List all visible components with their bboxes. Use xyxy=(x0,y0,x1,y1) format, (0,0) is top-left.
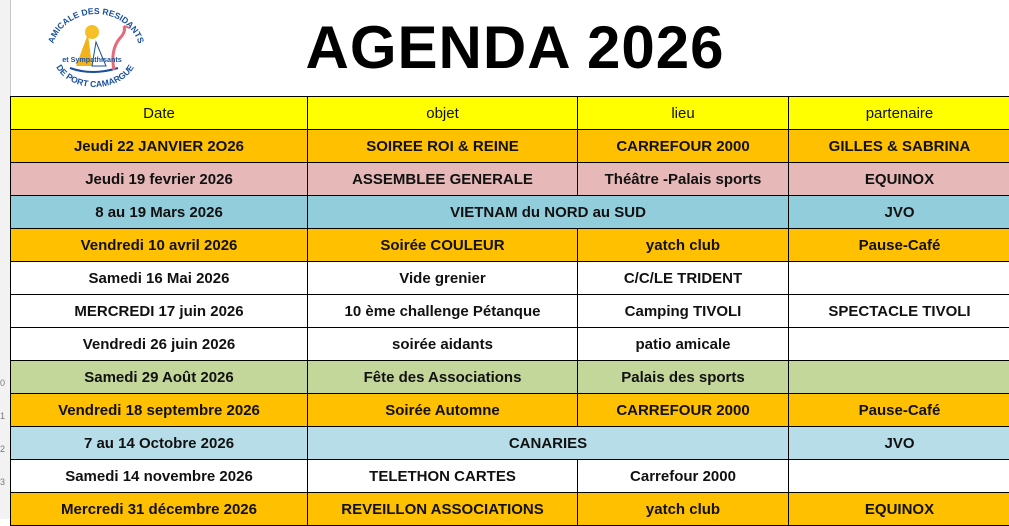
cell-objet[interactable]: CANARIES xyxy=(308,427,789,460)
cell-lieu[interactable]: yatch club xyxy=(578,229,789,262)
cell-partenaire[interactable] xyxy=(789,361,1009,394)
cell-objet[interactable]: soirée aidants xyxy=(308,328,578,361)
table-row xyxy=(11,394,1009,427)
table-row xyxy=(11,361,1009,394)
cell-date[interactable]: Mercredi 31 décembre 2026 xyxy=(11,493,308,526)
cell-partenaire[interactable]: Pause-Café xyxy=(789,394,1009,427)
header-partenaire[interactable]: partenaire xyxy=(789,97,1009,130)
row-number: 1 xyxy=(0,411,10,421)
cell-objet[interactable]: 10 ème challenge Pétanque xyxy=(308,295,578,328)
table-row xyxy=(11,229,1009,262)
cell-partenaire[interactable] xyxy=(789,328,1009,361)
cell-partenaire[interactable]: Pause-Café xyxy=(789,229,1009,262)
cell-date[interactable]: Vendredi 10 avril 2026 xyxy=(11,229,308,262)
cell-lieu[interactable]: Carrefour 2000 xyxy=(578,460,789,493)
table-row xyxy=(11,163,1009,196)
cell-objet[interactable]: ASSEMBLEE GENERALE xyxy=(308,163,578,196)
table-row xyxy=(11,328,1009,361)
cell-objet[interactable]: Vide grenier xyxy=(308,262,578,295)
header-row xyxy=(11,97,1009,130)
table-row xyxy=(11,460,1009,493)
cell-date[interactable]: MERCREDI 17 juin 2026 xyxy=(11,295,308,328)
cell-lieu[interactable]: C/C/LE TRIDENT xyxy=(578,262,789,295)
logo-middle-text: et Sympathisants xyxy=(62,55,122,64)
row-number: 3 xyxy=(0,477,10,487)
row-number: 0 xyxy=(0,378,10,388)
cell-lieu[interactable]: CARREFOUR 2000 xyxy=(578,130,789,163)
cell-lieu[interactable]: yatch club xyxy=(578,493,789,526)
cell-partenaire[interactable]: JVO xyxy=(789,427,1009,460)
header-date[interactable]: Date xyxy=(11,97,308,130)
cell-partenaire[interactable] xyxy=(789,262,1009,295)
wave-icon xyxy=(70,68,118,72)
cell-partenaire[interactable] xyxy=(789,460,1009,493)
table-row xyxy=(11,262,1009,295)
cell-lieu[interactable]: patio amicale xyxy=(578,328,789,361)
cell-date[interactable]: 7 au 14 Octobre 2026 xyxy=(11,427,308,460)
table-row xyxy=(11,130,1009,163)
table-row xyxy=(11,427,1009,460)
cell-partenaire[interactable]: SPECTACLE TIVOLI xyxy=(789,295,1009,328)
cell-partenaire[interactable]: EQUINOX xyxy=(789,163,1009,196)
cell-date[interactable]: Samedi 14 novembre 2026 xyxy=(11,460,308,493)
agenda-table xyxy=(10,96,1009,526)
header-lieu[interactable]: lieu xyxy=(578,97,789,130)
header-objet[interactable]: objet xyxy=(308,97,578,130)
cell-partenaire[interactable]: JVO xyxy=(789,196,1009,229)
cell-partenaire[interactable]: EQUINOX xyxy=(789,493,1009,526)
cell-lieu[interactable]: Camping TIVOLI xyxy=(578,295,789,328)
cell-date[interactable]: Vendredi 26 juin 2026 xyxy=(11,328,308,361)
cell-objet[interactable]: Fête des Associations xyxy=(308,361,578,394)
cell-date[interactable]: 8 au 19 Mars 2026 xyxy=(11,196,308,229)
table-row xyxy=(11,295,1009,328)
table-row xyxy=(11,493,1009,526)
cell-date[interactable]: Samedi 29 Août 2026 xyxy=(11,361,308,394)
cell-date[interactable]: Samedi 16 Mai 2026 xyxy=(11,262,308,295)
agenda-body xyxy=(11,97,1009,526)
cell-objet[interactable]: TELETHON CARTES xyxy=(308,460,578,493)
page-title: AGENDA 2026 xyxy=(150,4,880,92)
table-row xyxy=(11,196,1009,229)
association-logo xyxy=(40,4,150,96)
cell-date[interactable]: Vendredi 18 septembre 2026 xyxy=(11,394,308,427)
cell-partenaire[interactable]: GILLES & SABRINA xyxy=(789,130,1009,163)
cell-objet[interactable]: Soirée COULEUR xyxy=(308,229,578,262)
cell-objet[interactable]: Soirée Automne xyxy=(308,394,578,427)
row-number: 2 xyxy=(0,444,10,454)
cell-date[interactable]: Jeudi 22 JANVIER 2O26 xyxy=(11,130,308,163)
cell-lieu[interactable]: Théâtre -Palais sports xyxy=(578,163,789,196)
logo-arc-top: AMICALE DES RESIDANTS xyxy=(46,6,146,45)
cell-objet[interactable]: REVEILLON ASSOCIATIONS xyxy=(308,493,578,526)
cell-lieu[interactable]: CARREFOUR 2000 xyxy=(578,394,789,427)
cell-objet[interactable]: VIETNAM du NORD au SUD xyxy=(308,196,789,229)
cell-lieu[interactable]: Palais des sports xyxy=(578,361,789,394)
logo-arc-bottom: DE PORT CAMARGUE xyxy=(54,63,136,90)
logo-emblem xyxy=(40,4,150,96)
cell-date[interactable]: Jeudi 19 fevrier 2026 xyxy=(11,163,308,196)
cell-objet[interactable]: SOIREE ROI & REINE xyxy=(308,130,578,163)
